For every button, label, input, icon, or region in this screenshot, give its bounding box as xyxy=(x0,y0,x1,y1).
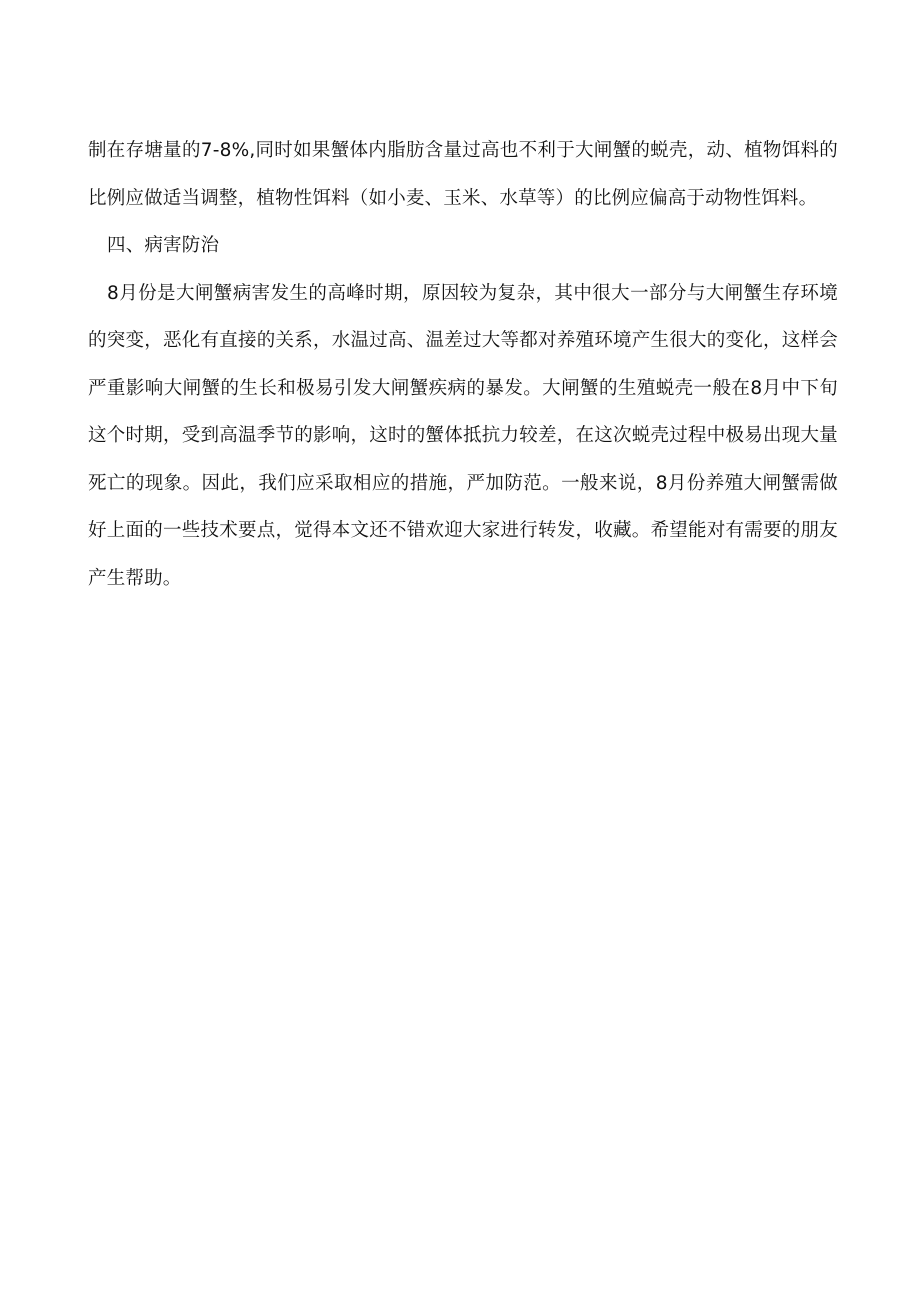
feeding-paragraph: 制在存塘量的7-8%,同时如果蟹体内脂肪含量过高也不利于大闸蟹的蜕壳，动、植物饵料的比例应做适当调整，植物性饵料（如小麦、玉米、水草等）的比例应偏高于动物性饵料。 xyxy=(88,140,838,209)
section-heading-disease-prevention: 四、病害防治 xyxy=(107,235,220,256)
disease-paragraph: 8月份是大闸蟹病害发生的高峰时期，原因较为复杂，其中很大一部分与大闸蟹生存环境的突变，恶化有直接的关系，水温过高、温差过大等都对养殖环境产生很大的变化，这样会严重影响大闸蟹的生长和极易引发大闸蟹疾病的暴发。大闸蟹的生殖蜕壳一般在8月中下旬这个时期，受到高温季节的影响，这时的蟹体抵抗力较差，在这次蜕壳过程中极易出现大量死亡的现象。因此，我们应采取相应的措施，严加防范。一般来说，8月份养殖大闸蟹需做好上面的一些技术要点，觉得本文还不错欢迎大家进行转发，收藏。希望能对有需要的朋友产生帮助。 xyxy=(88,282,838,589)
document-body xyxy=(88,127,838,602)
